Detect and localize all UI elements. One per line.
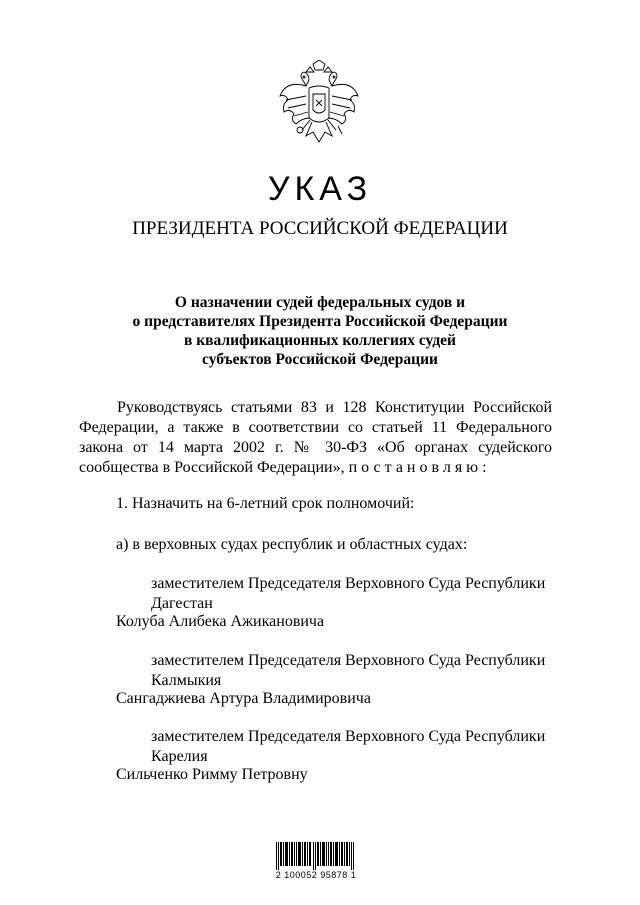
subject-line: в квалификационных коллегиях судей — [184, 332, 456, 349]
preamble-paragraph — [79, 398, 552, 478]
role-line: заместителем Председателя Верховного Суда Республики — [151, 652, 546, 669]
role-line: заместителем Председателя Верховного Суда Республики — [151, 575, 546, 592]
preamble-line: Руководствуясь статьями 83 и 128 Конституции Российской — [117, 399, 552, 416]
appointment-role — [151, 574, 545, 614]
role-region: Калмыкия — [151, 672, 222, 689]
decree-subject — [100, 293, 540, 369]
item-1: 1. Назначить на 6-летний срок полномочий: — [116, 495, 415, 512]
role-region: Карелия — [151, 748, 208, 765]
decree-title: УКАЗ — [267, 170, 373, 208]
preamble-line — [79, 458, 552, 478]
appointee-name: Колуба Алибека Ажикановича — [116, 613, 325, 630]
decree-issuer: ПРЕЗИДЕНТА РОССИЙСКОЙ ФЕДЕРАЦИИ — [132, 218, 508, 239]
subject-line: субъектов Российской Федерации — [202, 351, 438, 368]
subject-line: О назначении судей федеральных судов и — [174, 294, 466, 311]
appointee-name: Сангаджиева Артура Владимировича — [116, 690, 371, 707]
double-headed-eagle-icon — [276, 60, 362, 158]
appointee-name: Сильченко Римму Петровну — [116, 766, 308, 783]
barcode-number: 2 100052 95878 1 — [275, 870, 357, 880]
barcode-icon — [276, 842, 356, 870]
subject-line: о представителях Президента Российской Федерации — [132, 313, 508, 330]
decree-word: постановляю: — [348, 459, 491, 476]
role-line: заместителем Председателя Верховного Суда Республики — [151, 728, 546, 745]
item-a: а) в верховных судах республик и областных судах: — [116, 536, 468, 553]
role-region: Дагестан — [151, 595, 213, 612]
appointment-role — [151, 727, 545, 767]
barcode-block — [268, 832, 364, 880]
preamble-line: Федерации, а также в соответствии со статьей 11 Федерального — [79, 419, 552, 436]
preamble-line: закона от 14 марта 2002 г. № 30-ФЗ «Об органах судейского — [79, 439, 552, 456]
preamble-line-text: сообщества в Российской Федерации», — [79, 459, 345, 476]
appointment-role — [151, 651, 545, 691]
